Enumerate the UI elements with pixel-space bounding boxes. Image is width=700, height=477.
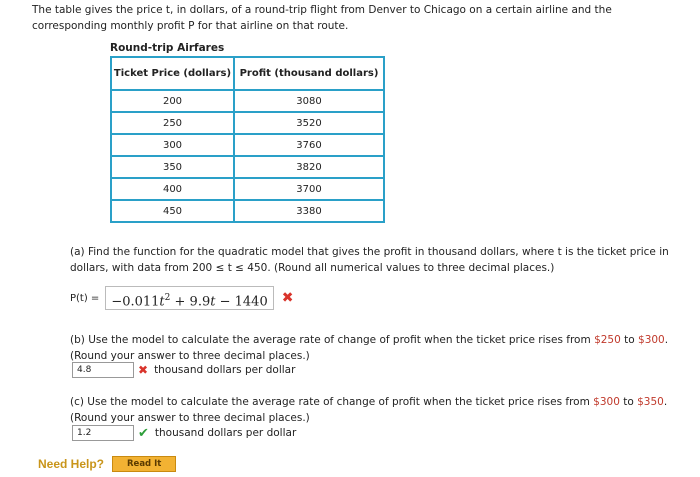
- table-cell: 400: [111, 178, 234, 200]
- table-cell: 3820: [234, 156, 384, 178]
- table-cell: 200: [111, 90, 234, 112]
- table-cell: 250: [111, 112, 234, 134]
- part-b-answer-row: [72, 362, 295, 378]
- table-cell: 3760: [234, 134, 384, 156]
- correct-check-icon: ✔: [138, 425, 149, 441]
- table-cell: 3380: [234, 200, 384, 222]
- read-it-button[interactable]: Read It: [112, 456, 176, 472]
- part-c-answer-input[interactable]: 1.2: [72, 425, 134, 441]
- question-text: (b) Use the model to calculate the average rate of change of profit when the ticket price rises from: [70, 334, 595, 346]
- constant-c: − 1440: [215, 294, 268, 310]
- table-row: [111, 156, 384, 178]
- table-row: [111, 200, 384, 222]
- column-header: Ticket Price (dollars): [111, 57, 234, 90]
- part-a-question: (a) Find the function for the quadratic model that gives the profit in thousand dollars, where t is the ticket price in dollars, with data from 200 ≤ t ≤ 450. (Round all numerical values to three decimal places.): [70, 246, 669, 274]
- question-text: to: [619, 396, 638, 408]
- column-header: Profit (thousand dollars): [234, 57, 384, 90]
- coefficient-a: −0.011: [111, 294, 160, 310]
- problem-intro: The table gives the price t, in dollars, of a round-trip flight from Denver to Chicago on a certain airline and the corresponding monthly profit P for that airline on that route.: [32, 4, 612, 32]
- table-row: [111, 178, 384, 200]
- exponent: 2: [164, 293, 171, 303]
- table-row: [111, 90, 384, 112]
- part-a-answer-field[interactable]: [105, 286, 273, 310]
- table-cell: 300: [111, 134, 234, 156]
- airfare-table: [110, 56, 385, 223]
- table-cell: 3080: [234, 90, 384, 112]
- need-help-bar: [38, 456, 176, 472]
- incorrect-icon: ✖: [281, 290, 294, 306]
- table-cell: 450: [111, 200, 234, 222]
- price-from: $250: [594, 334, 621, 346]
- part-c-question: [70, 394, 680, 426]
- price-to: $300: [638, 334, 665, 346]
- part-a-answer-row: [70, 286, 293, 310]
- table-caption: Round-trip Airfares: [110, 42, 225, 54]
- price-to: $350: [637, 396, 664, 408]
- price-from: $300: [593, 396, 620, 408]
- table-cell: 3520: [234, 112, 384, 134]
- part-b-answer-input[interactable]: 4.8: [72, 362, 134, 378]
- variable-t: t: [159, 294, 165, 310]
- table-cell: 3700: [234, 178, 384, 200]
- incorrect-icon: ✖: [138, 363, 149, 377]
- unit-label: thousand dollars per dollar: [154, 427, 297, 439]
- question-text: (c) Use the model to calculate the average rate of change of profit when the ticket price rises from: [70, 396, 594, 408]
- table-row: [111, 134, 384, 156]
- table-cell: 350: [111, 156, 234, 178]
- table-header-row: [111, 57, 384, 90]
- question-text: . (Round your answer to three decimal places.): [70, 334, 669, 362]
- need-help-label: Need Help?: [38, 457, 105, 471]
- function-label: P(t) =: [70, 292, 100, 304]
- part-c-answer-row: [72, 425, 296, 441]
- variable-t: t: [210, 294, 216, 310]
- part-b-question: [70, 332, 680, 364]
- question-text: . (Round your answer to three decimal places.): [70, 396, 668, 424]
- table-row: [111, 112, 384, 134]
- coefficient-b: + 9.9: [170, 294, 211, 310]
- question-text: to: [620, 334, 639, 346]
- unit-label: thousand dollars per dollar: [154, 364, 296, 376]
